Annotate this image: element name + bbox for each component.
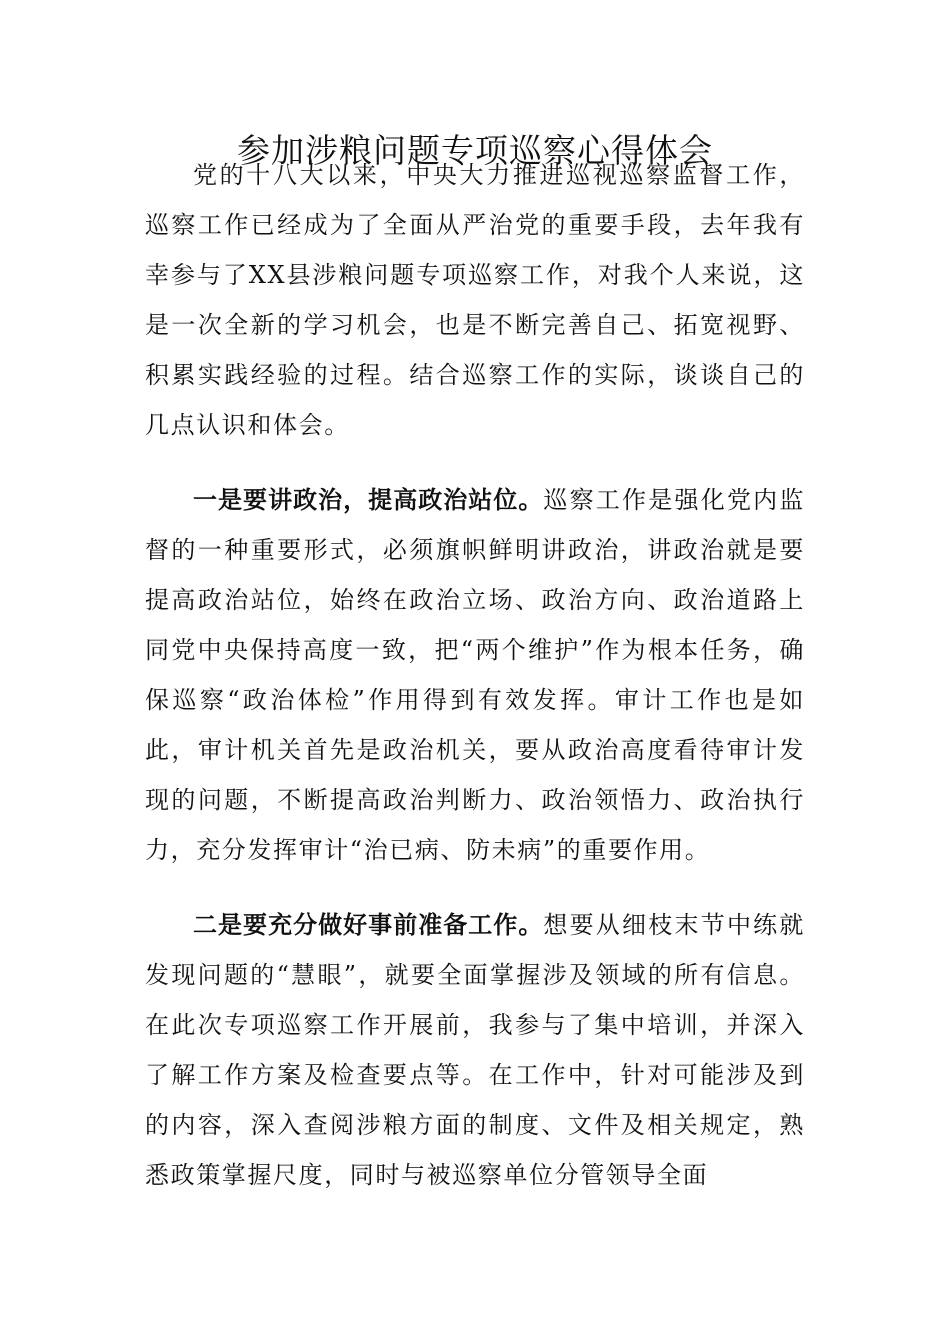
document-body <box>145 150 805 1200</box>
paragraph-point-two-text: 想要从细枝末节中练就发现问题的“慧眼”，就要全面掌握涉及领域的所有信息。在此次专项巡察工作开展前，我参与了集中培训，并深入了解工作方案及检查要点等。在工作中，针对可能涉及到的内容，深入查阅涉粮方面的制度、文件及相关规定，熟悉政策掌握尺度，同时与被巡察单位分管领导全面 <box>145 911 805 1189</box>
paragraph-point-one-text: 巡察工作是强化党内监督的一种重要形式，必须旗帜鲜明讲政治，讲政治就是要提高政治站位，始终在政治立场、政治方向、政治道路上同党中央保持高度一致，把“两个维护”作为根本任务，确保巡察“政治体检”作用得到有效发挥。审计工作也是如此，审计机关首先是政治机关，要从政治高度看待审计发现的问题，不断提高政治判断力、政治领悟力、政治执行力，充分发挥审计“治已病、防未病”的重要作用。 <box>145 486 805 864</box>
document-title: 参加涉粮问题专项巡察心得体会 <box>237 131 713 170</box>
paragraph-point-two <box>145 900 805 1200</box>
paragraph-point-two-lead: 二是要充分做好事前准备工作。 <box>193 911 544 939</box>
paragraph-intro <box>145 150 805 450</box>
paragraph-point-one-lead: 一是要讲政治，提高政治站位。 <box>193 486 544 514</box>
paragraph-intro-text: 党的十八大以来，中央大力推进巡视巡察监督工作，巡察工作已经成为了全面从严治党的重要手段，去年我有幸参与了XX县涉粮问题专项巡察工作，对我个人来说，这是一次全新的学习机会，也是不断完善自己、拓宽视野、积累实践经验的过程。结合巡察工作的实际，谈谈自己的几点认识和体会。 <box>145 161 805 439</box>
paragraph-point-one <box>145 475 805 875</box>
